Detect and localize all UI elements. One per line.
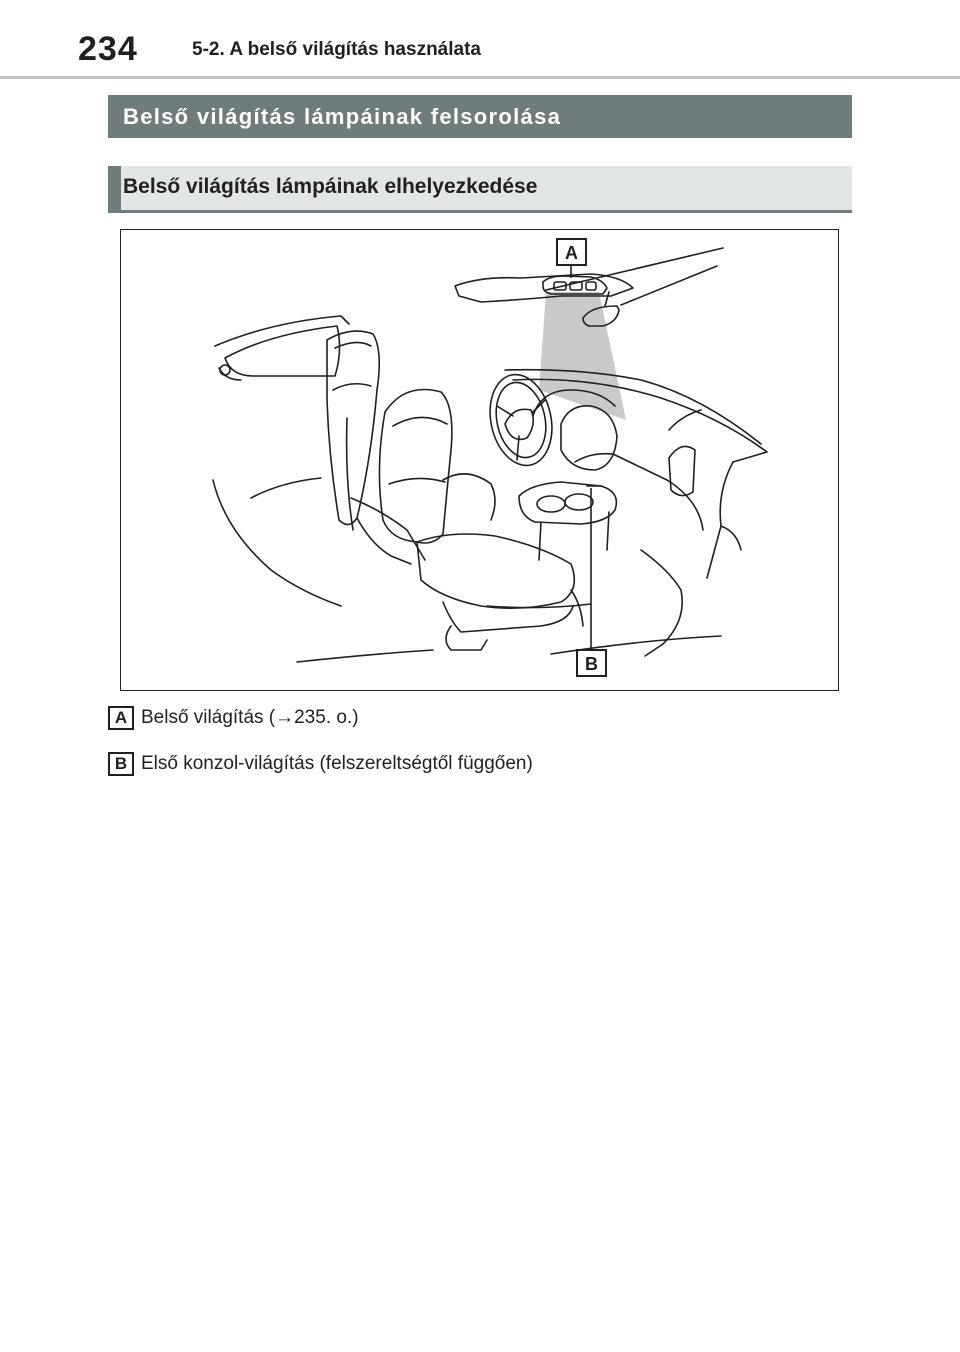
- dashboard-right: [707, 462, 733, 578]
- air-vent-right: [669, 446, 695, 495]
- header-divider: [0, 76, 960, 79]
- callout-a: [557, 239, 586, 265]
- callout-b: [577, 650, 606, 676]
- interior-lights-illustration: [120, 229, 839, 691]
- chapter-title: 5-2. A belső világítás használata: [192, 39, 481, 60]
- interior-lamp-unit: [543, 276, 607, 294]
- floor-line: [297, 650, 433, 662]
- legend-text-a: Belső világítás (→235. o.): [141, 707, 359, 728]
- callout-a-label: A: [565, 243, 578, 263]
- center-console: [487, 482, 616, 608]
- light-beam: [539, 292, 626, 420]
- legend-text-b: Első konzol-világítás (felszereltségtől függően): [141, 753, 533, 774]
- subsection-header: [108, 166, 852, 213]
- subsection-title: Belső világítás lámpáinak elhelyezkedése: [123, 175, 538, 198]
- rear-window: [225, 326, 340, 376]
- car-interior-drawing: [121, 230, 838, 690]
- roof-line-2: [621, 266, 717, 305]
- page-number: 234: [78, 30, 138, 68]
- driver-seat: [327, 331, 411, 564]
- callout-b-label: B: [585, 654, 598, 674]
- subsection-accent: [108, 166, 121, 210]
- section-title: Belső világítás lámpáinak felsorolása: [108, 95, 852, 138]
- legend-key-b: B: [108, 752, 134, 776]
- legend-key-a: A: [108, 706, 134, 730]
- dashboard-lower: [575, 454, 703, 530]
